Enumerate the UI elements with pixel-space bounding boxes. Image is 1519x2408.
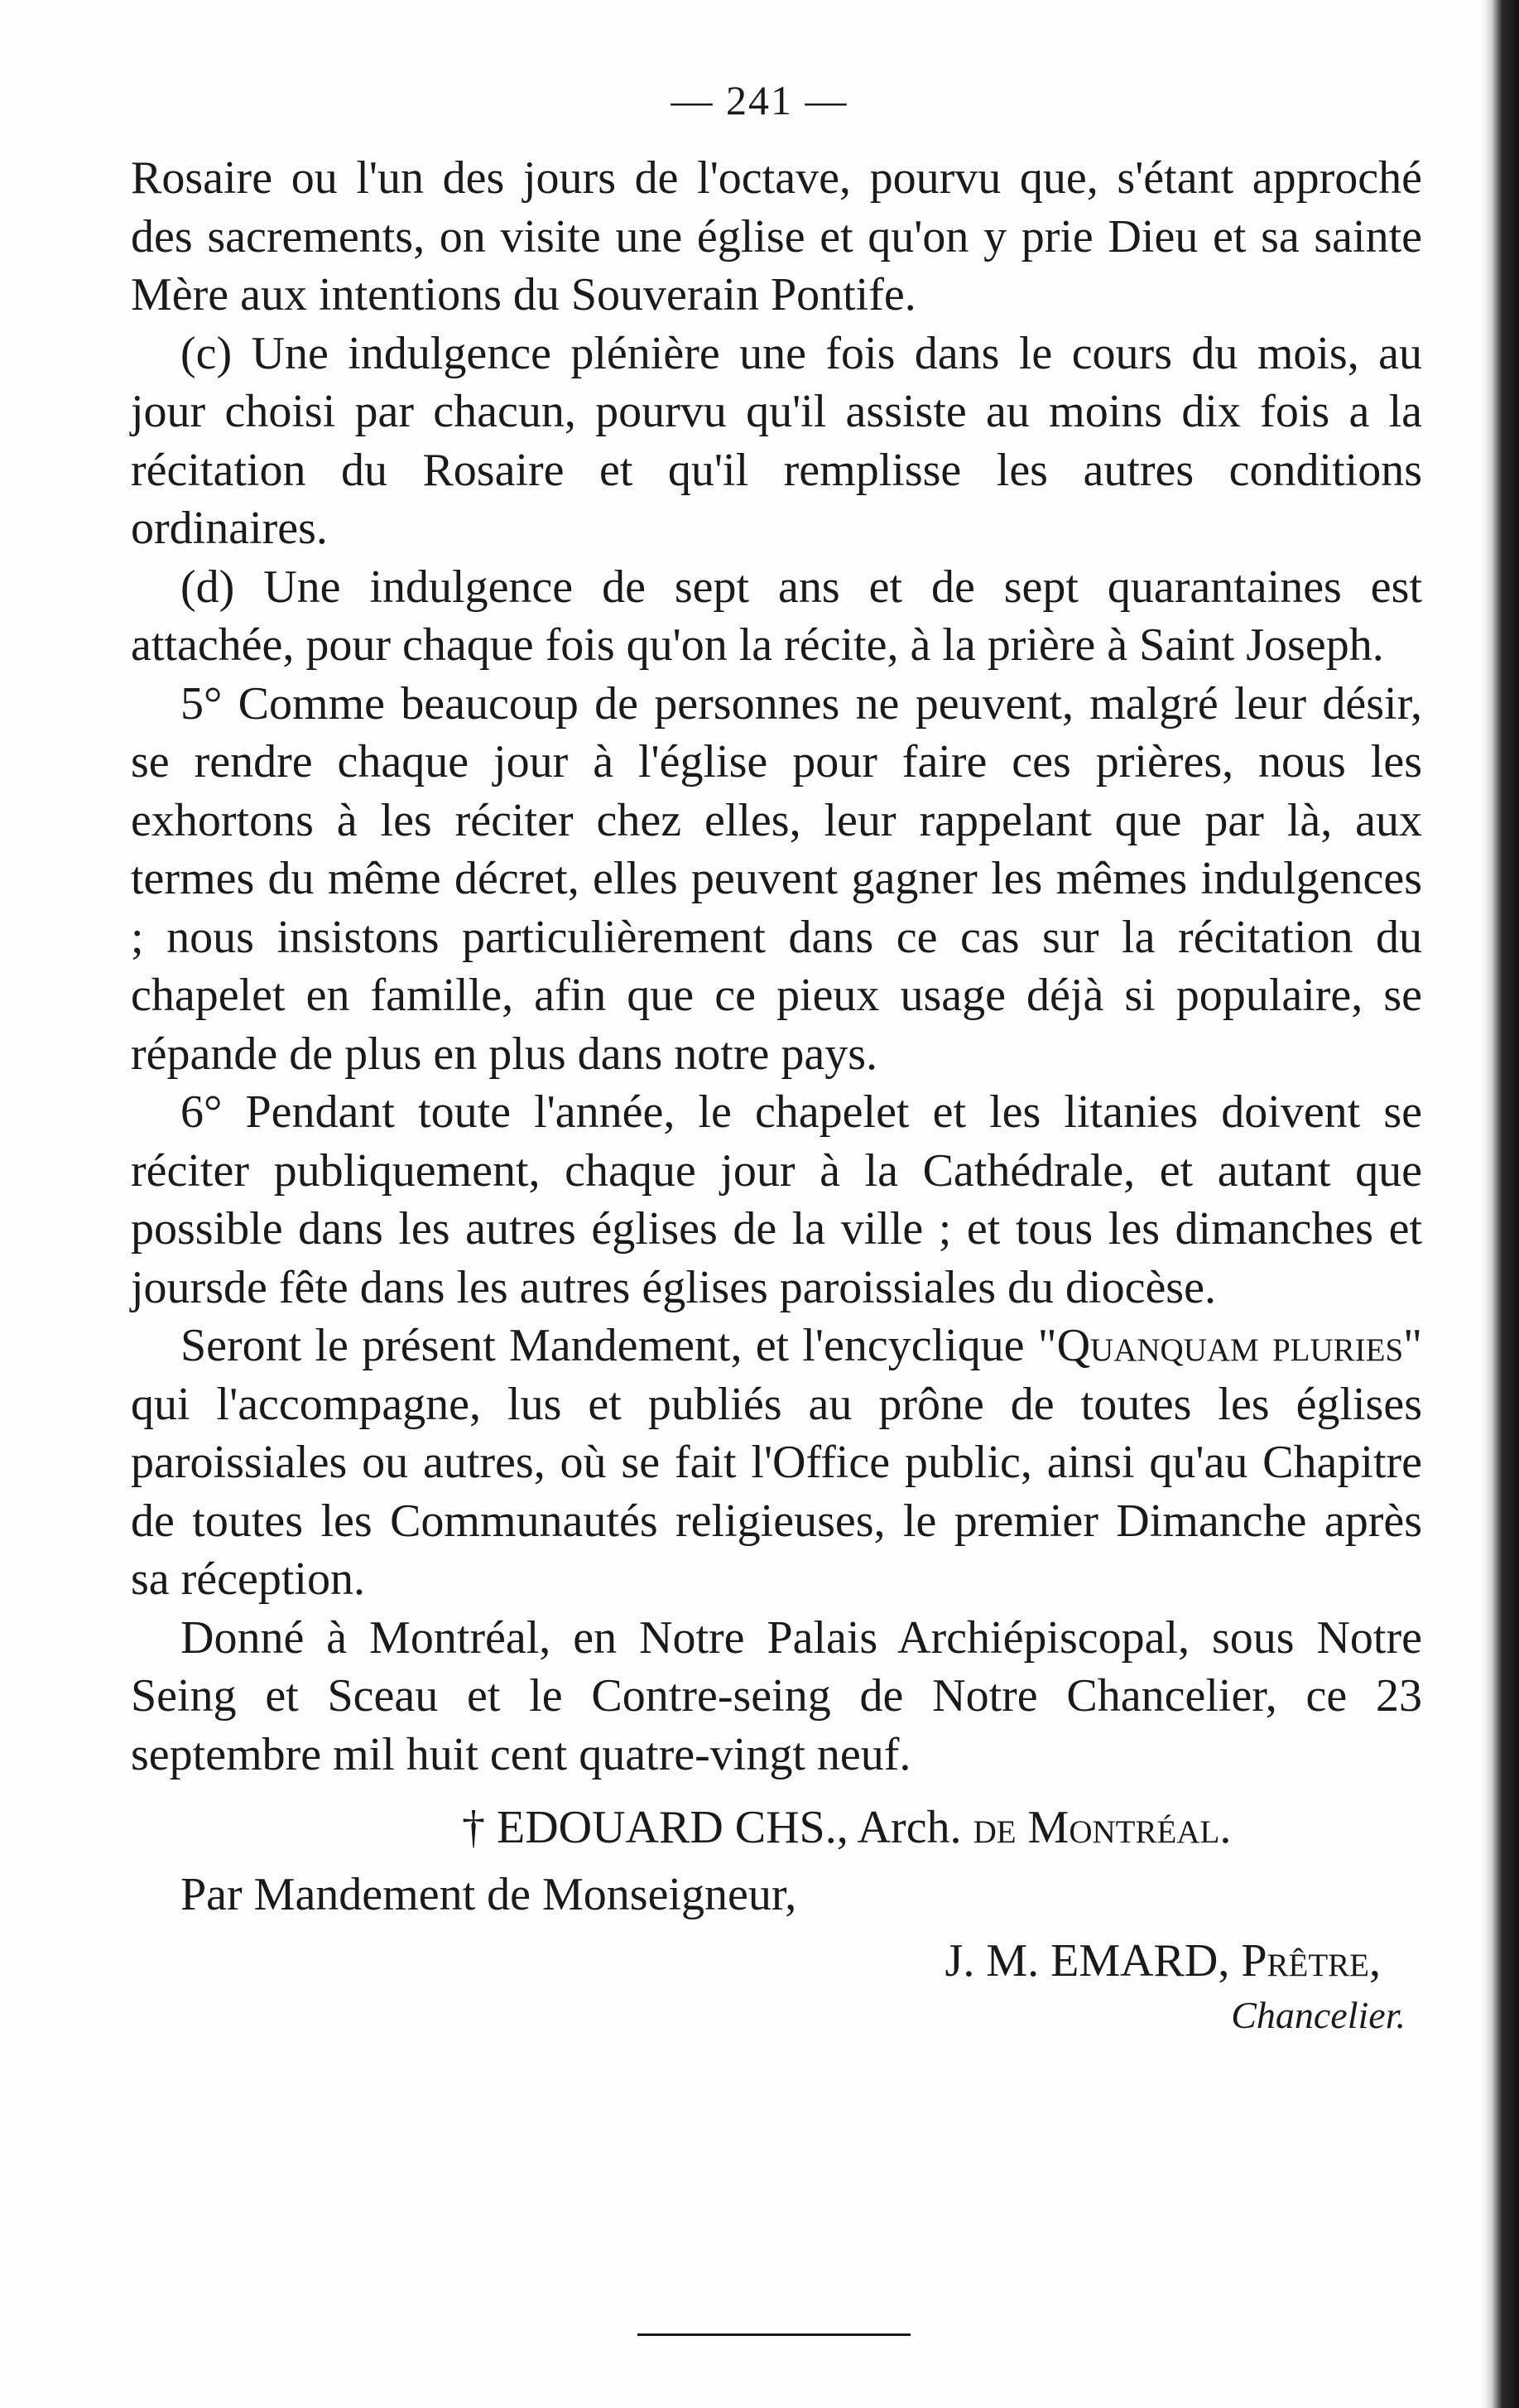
encyclical-title: Quanquam pluries bbox=[1056, 1320, 1404, 1371]
paragraph-given-at: Donné à Montréal, en Notre Palais Archiépiscopal, sous Notre Seing et Sceau et le Contre-seing de Notre Chancelier, ce 23 septembre mil huit cent quatre-vingt neuf. bbox=[131, 1611, 1422, 1780]
publication-text-before: Seront le présent Mandement, et l'encyclique " bbox=[180, 1320, 1057, 1371]
page-edge-shadow bbox=[1482, 0, 1519, 2408]
chancellor-role: Prêtre, bbox=[1241, 1935, 1381, 1987]
archbishop-signature bbox=[131, 1799, 1422, 1857]
paragraph-point-6: 6° Pendant toute l'année, le chapelet et les litanies doivent se réciter publiquement, chaque jour à la Cathédrale, et autant que possible dans les autres églises de la ville ; et tous les dimanches et joursde fête dans les autres églises paroissiales du diocèse. bbox=[131, 1086, 1422, 1313]
paragraph-continuation: Rosaire ou l'un des jours de l'octave, pourvu que, s'étant approché des sacrements, on visite une église et qu'on y prie Dieu et sa sainte Mère aux intentions du Souverain Pontife. bbox=[131, 152, 1422, 320]
archbishop-name: † EDOUARD CHS., Arch. bbox=[462, 1802, 962, 1853]
chancellor-name: J. M. EMARD, bbox=[945, 1935, 1230, 1987]
paragraph-indulgence-c: (c) Une indulgence plénière une fois dans le cours du mois, au jour choisi par chacun, pourvu qu'il assiste au moins dix fois a la récitation du Rosaire et qu'il remplisse les autres conditions ordinaires. bbox=[131, 327, 1422, 554]
publication-text-after: " qui l'accompagne, lus et publiés au prône de toutes les églises paroissiales ou autres, où se fait l'Office public, ainsi qu'au Chapitre de toutes les Communautés religieuses, le premier Dimanche après sa réception. bbox=[131, 1320, 1422, 1605]
closing-rule-divider bbox=[637, 2333, 911, 2336]
document-body bbox=[131, 149, 1422, 2040]
paragraph-point-5: 5° Comme beaucoup de personnes ne peuvent, malgré leur désir, se rendre chaque jour à l'église pour faire ces prières, nous les exhortons à les réciter chez elles, leur rappelant que par là, aux termes du même décret, elles peuvent gagner les mêmes indulgences ; nous insistons particulièrement dans ce cas sur la récitation du chapelet en famille, afin que ce pieux usage déjà si populaire, se répande de plus en plus dans notre pays. bbox=[131, 677, 1422, 1080]
archbishop-title: de Montréal. bbox=[973, 1802, 1232, 1853]
by-mandate-line: Par Mandement de Monseigneur, bbox=[180, 1868, 797, 1920]
chancellor-office: Chancelier. bbox=[1231, 1993, 1406, 2036]
paragraph-indulgence-d: (d) Une indulgence de sept ans et de sept quarantaines est attachée, pour chaque fois qu'on la récite, à la prière à Saint Joseph. bbox=[131, 561, 1422, 671]
page-number: — 241 — bbox=[671, 77, 848, 123]
chancellor-signature bbox=[131, 1932, 1422, 1991]
paragraph-publication bbox=[131, 1317, 1422, 1609]
